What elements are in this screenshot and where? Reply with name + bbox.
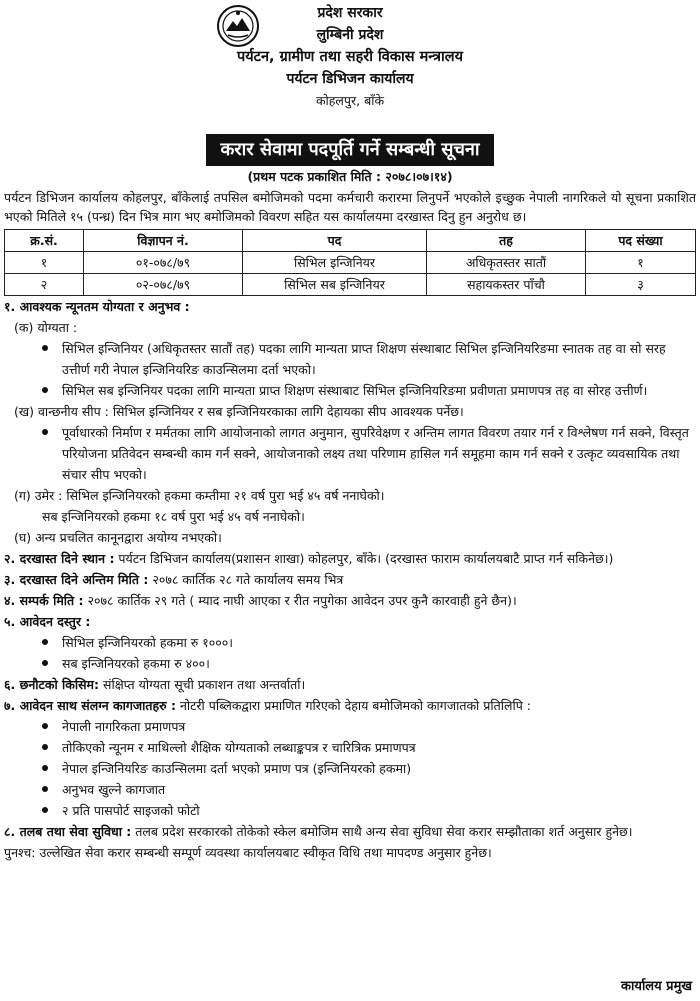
col-header: पद संख्या — [586, 230, 696, 252]
header-address: कोहलपुर, बाँके — [315, 93, 385, 108]
postscript-note: पुनश्च: उल्लेखित सेवा करार सम्बन्धी सम्पूर्ण व्यवस्था कार्यालयबाट स्वीकृत विधि तथा मापदण्ड अनुसार हुनेछ। — [4, 845, 492, 861]
subsection-ga-cont: सब इन्जिनियरको हकमा १८ वर्ष पुरा भई ४५ वर्ष ननाघेको। — [42, 509, 305, 525]
header-office: पर्यटन डिभिजन कार्यालय — [286, 71, 414, 87]
list-item: अनुभव खुल्ने कागजात — [4, 779, 696, 800]
section-label: ४. सम्पर्क मिति : — [4, 593, 84, 609]
table-row — [5, 252, 696, 274]
section-title: १. आवश्यक न्यूनतम योग्यता र अनुभव : — [4, 299, 190, 315]
section-deadline — [4, 569, 696, 590]
list-item: पूर्वाधारको निर्माण र मर्मतका लागि आयोजनाको लागत अनुमान, सुपरिवेक्षण र अन्तिम लागत विवरण तयार गर्न र विश्लेषण गर्न सक्ने, विस्तृत परियोजना प्रतिवेदन सम्बन्धी काम गर्न सक्ने, आयोजनाको लक्ष्य तथा परिणाम हासिल गर्न समूहमा काम गर्न सक्ने र उत्कृट व्यवसायिक तथा संचार सीप भएको। — [4, 422, 696, 485]
col-header: क्र.सं. — [5, 230, 84, 252]
section-text: तलब प्रदेश सरकारको तोकेको स्केल बमोजिम साथै अन्य सेवा सुविधा सेवा करार सम्झौताका शर्त अनुसार हुनेछ। — [131, 824, 633, 840]
table-cell: ०१-०७८/७९ — [84, 252, 243, 274]
section-salary — [4, 821, 696, 842]
publish-date: (प्रथम पटक प्रकाशित मिति : २०७८।०७।१४) — [247, 169, 453, 184]
section-qualification — [4, 296, 696, 548]
section-text: २०७८ कार्तिक २८ गते कार्यालय समय भित्र — [148, 572, 344, 588]
section-text: नोटरी पब्लिकद्वारा प्रमाणित गरिएको देहाय बमोजिमको कागजातको प्रतिलिपि : — [175, 698, 531, 714]
section-label: ५. आवेदन दस्तुर : — [4, 614, 91, 630]
signature-office-chief: कार्यालय प्रमुख — [621, 979, 692, 995]
col-header: पद — [243, 230, 427, 252]
letterhead — [4, 0, 696, 130]
table-row — [5, 274, 696, 296]
subsection-kha: (ख) वान्छनीय सीप : सिभिल इन्जिनियर र सब इन्जिनियरकाका लागि देहायका सीप आवश्यक पर्नेछ। — [14, 404, 464, 420]
table-cell: अधिकृतस्तर सातौं — [427, 252, 586, 274]
header-ministry: पर्यटन, ग्रामीण तथा सहरी विकास मन्त्रालय — [237, 49, 463, 65]
section-label: ३. दरखास्त दिने अन्तिम मिति : — [4, 572, 149, 588]
list-item: सिभिल सब इन्जिनियर पदका लागि मान्यता प्राप्त शिक्षण संस्थाबाट सिभिल इन्जिनियरिङमा प्रवीणता प्रमाणपत्र तह वा सोरह उत्तीर्ण। — [4, 380, 696, 401]
notice-banner-wrap — [4, 134, 696, 166]
section-contact-date — [4, 590, 696, 611]
header-province-govt: प्रदेश सरकार — [317, 5, 383, 21]
section-label: ६. छनौटको किसिम: — [4, 677, 100, 693]
government-seal-icon — [216, 4, 260, 48]
subsection-gha: (घ) अन्य प्रचलित कानूनद्वारा अयोग्य नभएको। — [14, 530, 222, 546]
section-place — [4, 548, 696, 569]
subsection-ga: (ग) उमेर : सिभिल इन्जिनियरको हकमा कम्तीमा २१ वर्ष पुरा भई ४५ वर्ष ननाघेको। — [14, 488, 385, 504]
list-item: सिभिल इन्जिनियरको हकमा रु १०००। — [4, 632, 696, 653]
section-text: २०७८ कार्तिक २९ गते ( म्याद नाघी आएका र रीत नपुगेका आवेदन उपर कुनै कारवाही हुने छैन)। — [83, 593, 517, 609]
list-item: तोकिएको न्यूनम र माथिल्लो शैक्षिक योग्यताको लब्धाङ्कपत्र र चारित्रिक प्रमाणपत्र — [4, 737, 696, 758]
section-label: ८. तलब तथा सेवा सुविधा : — [4, 824, 132, 840]
table-cell: १ — [5, 252, 84, 274]
list-item: २ प्रति पासपोर्ट साइजको फोटो — [4, 800, 696, 821]
vacancy-table — [4, 229, 696, 296]
table-cell: १ — [586, 252, 696, 274]
list-item: सब इन्जिनियरको हकमा रु ४००। — [4, 653, 696, 674]
list-item: नेपाली नागरिकता प्रमाणपत्र — [4, 716, 696, 737]
section-text: पर्यटन डिभिजन कार्यालय(प्रशासन शाखा) कोहलपुर, बाँके। (दरखास्त फाराम कार्यालयबाटै प्राप्त गर्न सकिनेछ।) — [114, 551, 614, 567]
table-cell: सिभिल इन्जिनियर — [243, 252, 427, 274]
table-cell: सहायकस्तर पाँचौ — [427, 274, 586, 296]
col-header: विज्ञापन नं. — [84, 230, 243, 252]
notice-title: करार सेवामा पदपूर्ति गर्ने सम्बन्धी सूचना — [206, 134, 493, 166]
col-header: तह — [427, 230, 586, 252]
section-documents — [4, 695, 696, 821]
list-item: सिभिल इन्जिनियर (अधिकृतस्तर सातौं तह) पदका लागि मान्यता प्राप्त शिक्षण संस्थाबाट सिभिल इन्जिनियरिङमा स्नातक तह वा सो सरह उत्तीर्ण गरी नेपाल इन्जिनियरिङ काउन्सिलमा दर्ता भएको। — [4, 338, 696, 380]
intro-paragraph: पर्यटन डिभिजन कार्यालय कोहलपुर, बाँकेलाई तपसिल बमोजिमको पदमा कर्मचारी करारमा लिनुपर्ने भएकोले इच्छुक नेपाली नागरिकले यो सूचना प्रकाशित भएको मितिले १५ (पन्ध्र) दिन भित्र माग भए बमोजिमको विवरण सहित यस कार्यालयमा दरखास्त दिनु हुन अनुरोध छ। — [4, 190, 696, 225]
section-label: ७. आवेदन साथ संलग्न कागजातहरु : — [4, 698, 176, 714]
section-selection — [4, 674, 696, 695]
table-cell: ३ — [586, 274, 696, 296]
section-label: २. दरखास्त दिने स्थान : — [4, 551, 115, 567]
table-cell: ०२-०७८/७९ — [84, 274, 243, 296]
header-province-name: लुम्बिनी प्रदेश — [316, 27, 384, 43]
table-header-row — [5, 230, 696, 252]
subsection-ka: (क) योग्यता : — [14, 320, 78, 336]
list-item: नेपाल इन्जिनियरिङ काउन्सिलमा दर्ता भएको प्रमाण पत्र (इन्जिनियरको हकमा) — [4, 758, 696, 779]
section-fee — [4, 611, 696, 674]
table-cell: २ — [5, 274, 84, 296]
section-text: संक्षिप्त योग्यता सूची प्रकाशन तथा अन्तर्वार्ता। — [99, 677, 306, 693]
table-cell: सिभिल सब इन्जिनियर — [243, 274, 427, 296]
